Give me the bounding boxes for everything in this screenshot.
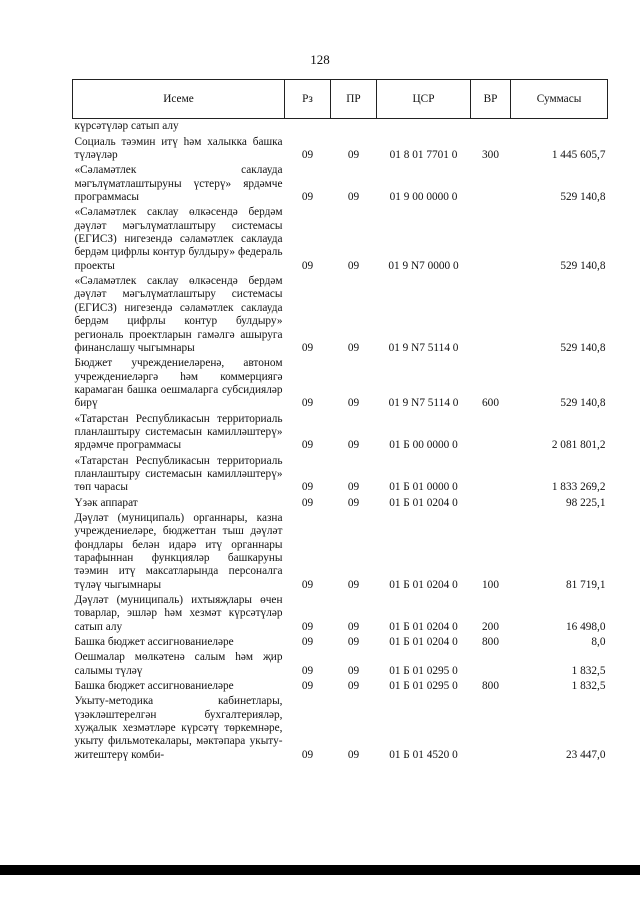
cell-vr <box>471 163 511 205</box>
cell-name: «Сәламәтлек саклауда мәгълүматлаштыруны үстерү» ярдәмче программасы <box>74 164 283 203</box>
cell-sum: 1 833 269,2 <box>551 481 606 494</box>
cell-rz: 09 <box>301 679 314 692</box>
cell-pr <box>331 119 377 135</box>
table-row <box>73 119 608 135</box>
column-header-pr: ПР <box>331 80 377 119</box>
table-row <box>73 511 608 593</box>
cell-name: «Татарстан Республикасын территориаль планлаштыру системасын камилләштерү» ярдәмче программасы <box>74 412 283 452</box>
cell-name: Социаль тәэмин итү һәм халыкка башка түләүләр <box>74 135 283 161</box>
cell-sum: 529 140,8 <box>560 190 606 203</box>
cell-csr: 01 Б 01 0000 0 <box>389 481 458 494</box>
cell-pr: 09 <box>347 578 360 591</box>
column-header-name: Исеме <box>73 80 285 119</box>
page-number: 128 <box>310 52 330 67</box>
cell-rz: 09 <box>301 496 314 509</box>
cell-pr: 09 <box>347 679 360 692</box>
cell-name: Укыту-методика кабинетлары, үзәкләштерелгән бухгалтерияләр, хуҗалык хезмәтләре күрсәтү төркемнәре, укыту фильмотекалары, мәктәпара укыту-житештерү комби- <box>74 695 283 761</box>
cell-rz: 09 <box>301 620 314 633</box>
cell-csr: 01 Б 01 0295 0 <box>389 679 458 692</box>
column-header-vr: ВР <box>471 80 511 119</box>
cell-name: Бюджет учреждениеләренә, автоном учреждениеләргә һәм коммерциягә карамаган башка оешмаларга субсидияләр бирү <box>74 357 283 410</box>
column-header-sum: Суммасы <box>511 80 608 119</box>
cell-sum: 16 498,0 <box>565 620 606 633</box>
cell-sum: 8,0 <box>591 636 606 649</box>
table-header-row <box>73 80 608 119</box>
cell-vr <box>471 411 511 453</box>
cell-vr: 800 <box>482 679 499 692</box>
cell-rz: 09 <box>301 481 314 494</box>
cell-rz: 09 <box>301 397 314 410</box>
cell-vr <box>471 205 511 274</box>
cell-rz <box>285 119 331 135</box>
table-row <box>73 593 608 635</box>
table-row <box>73 679 608 694</box>
cell-pr: 09 <box>347 620 360 633</box>
cell-sum: 529 140,8 <box>560 259 606 272</box>
cell-vr <box>471 453 511 495</box>
scan-edge-band <box>0 865 640 875</box>
cell-vr: 600 <box>482 397 499 410</box>
table-row <box>73 411 608 453</box>
cell-vr: 100 <box>482 578 499 591</box>
cell-rz: 09 <box>301 439 314 452</box>
table-row <box>73 356 608 411</box>
cell-name: «Сәламәтлек саклау өлкәсендә бердәм дәүләт мәгълүматлаштыру системасы (ЕГИСЗ) нигезендә сәламәтлек саклауда бердәм цифрлы контур булдыру» федераль проекты <box>74 206 283 272</box>
cell-name: күрсәтүләр сатып алу <box>74 120 179 133</box>
cell-csr: 01 9 N7 0000 0 <box>388 259 459 272</box>
cell-rz: 09 <box>301 664 314 677</box>
cell-csr: 01 Б 01 0204 0 <box>389 636 458 649</box>
cell-csr: 01 9 00 0000 0 <box>389 190 458 203</box>
cell-name: Башка бюджет ассигнованиеләре <box>74 636 234 649</box>
cell-sum: 2 081 801,2 <box>551 439 606 452</box>
cell-pr: 09 <box>347 259 360 272</box>
cell-pr: 09 <box>347 439 360 452</box>
cell-sum: 1 832,5 <box>571 664 606 677</box>
cell-rz: 09 <box>301 190 314 203</box>
cell-sum <box>511 119 608 135</box>
table-row <box>73 274 608 356</box>
cell-csr: 01 Б 01 0295 0 <box>389 664 458 677</box>
cell-name: Үзәк аппарат <box>74 496 138 509</box>
cell-csr: 01 Б 01 0204 0 <box>389 620 458 633</box>
cell-pr: 09 <box>347 190 360 203</box>
cell-csr: 01 Б 01 0204 0 <box>389 578 458 591</box>
cell-csr: 01 Б 00 0000 0 <box>389 439 458 452</box>
cell-pr: 09 <box>347 481 360 494</box>
column-header-rz: Рз <box>285 80 331 119</box>
cell-vr: 800 <box>482 636 499 649</box>
cell-rz: 09 <box>301 148 314 161</box>
cell-vr <box>471 694 511 763</box>
cell-vr <box>471 119 511 135</box>
table-row <box>73 495 608 510</box>
cell-sum: 529 140,8 <box>560 397 606 410</box>
cell-sum: 529 140,8 <box>560 341 606 354</box>
cell-vr <box>471 650 511 679</box>
cell-vr <box>471 495 511 510</box>
cell-pr: 09 <box>347 148 360 161</box>
cell-sum: 81 719,1 <box>565 578 606 591</box>
cell-sum: 1 445 605,7 <box>551 148 606 161</box>
cell-pr: 09 <box>347 496 360 509</box>
cell-sum: 23 447,0 <box>565 748 606 761</box>
cell-csr <box>377 119 471 135</box>
table-row <box>73 453 608 495</box>
cell-vr <box>471 274 511 356</box>
cell-pr: 09 <box>347 397 360 410</box>
budget-table <box>72 79 608 763</box>
cell-rz: 09 <box>301 578 314 591</box>
cell-sum: 1 832,5 <box>571 679 606 692</box>
table-row <box>73 134 608 163</box>
table-row <box>73 205 608 274</box>
table-row <box>73 650 608 679</box>
cell-csr: 01 8 01 7701 0 <box>389 148 458 161</box>
table-row <box>73 635 608 650</box>
cell-rz: 09 <box>301 748 314 761</box>
cell-pr: 09 <box>347 748 360 761</box>
cell-name: Дәүләт (муниципаль) органнары, казна учреждениеләре, бюджеттан тыш дәүләт фондлары белән идарә итү органнары тарафыннан функцияләр башкаруны тәэмин итү максатларында персоналга түләү чыгымнары <box>74 511 283 591</box>
cell-pr: 09 <box>347 636 360 649</box>
cell-rz: 09 <box>301 636 314 649</box>
cell-name: Дәүләт (муниципаль) ихтыяҗлары өчен товарлар, эшләр һәм хезмәт күрсәтүләр сатып алу <box>74 594 283 633</box>
cell-pr: 09 <box>347 664 360 677</box>
cell-csr: 01 9 N7 5114 0 <box>388 341 459 354</box>
cell-csr: 01 Б 01 4520 0 <box>389 748 458 761</box>
cell-csr: 01 Б 01 0204 0 <box>389 496 458 509</box>
table-row <box>73 163 608 205</box>
cell-name: Башка бюджет ассигнованиеләре <box>74 679 234 692</box>
cell-rz: 09 <box>301 341 314 354</box>
cell-rz: 09 <box>301 259 314 272</box>
cell-sum: 98 225,1 <box>565 496 606 509</box>
cell-pr: 09 <box>347 341 360 354</box>
cell-name: «Сәламәтлек саклау өлкәсендә бердәм дәүләт мәгълүматлаштыру системасы (ЕГИСЗ) нигезендә сәламәтлек саклауда бердәм цифрлы контур булдыру» региональ проектларын гамәлгә ашыруга финанслашу чыгымнары <box>74 274 283 354</box>
cell-name: «Татарстан Республикасын территориаль планлаштыру системасын камилләштерү» төп чарасы <box>74 454 283 494</box>
cell-csr: 01 9 N7 5114 0 <box>388 397 459 410</box>
column-header-csr: ЦСР <box>377 80 471 119</box>
cell-name: Оешмалар мөлкәтенә салым һәм җир салымы түләү <box>74 651 283 677</box>
cell-vr: 200 <box>482 620 499 633</box>
cell-vr: 300 <box>482 148 499 161</box>
table-row <box>73 694 608 763</box>
